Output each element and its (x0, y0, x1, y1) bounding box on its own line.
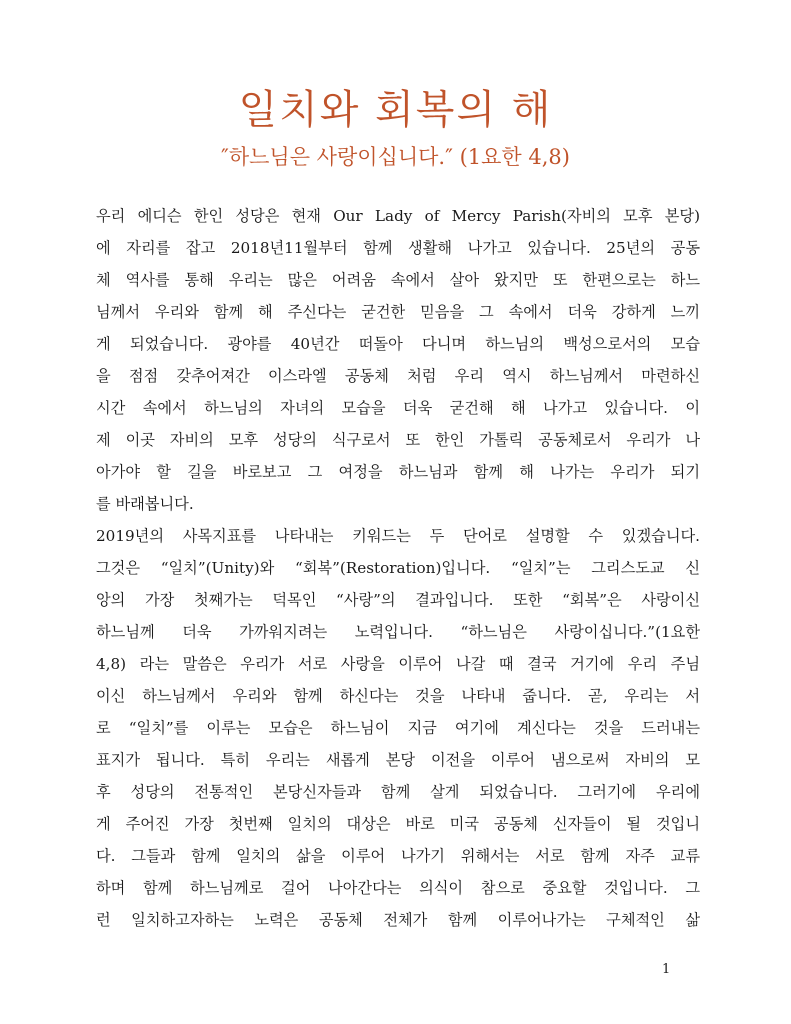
text-line: 을 점점 갖추어져간 이스라엘 공동체 처럼 우리 역시 하느님께서 마련하신 (96, 367, 700, 385)
text-line: 제 이곳 자비의 모후 성당의 식구로서 또 한인 가톨릭 공동체로서 우리가 나 (96, 431, 700, 449)
text-line: 게 주어진 가장 첫번째 일치의 대상은 바로 미국 공동체 신자들이 될 것입니 (96, 815, 700, 833)
text-line: 하며 함께 하느님께로 걸어 나아간다는 의식이 참으로 중요할 것입니다. 그 (96, 879, 700, 897)
text-line: 그것은 “일치”(Unity)와 “회복”(Restoration)입니다. “일치”는 그리스도교 신 (96, 559, 700, 577)
text-line: 앙의 가장 첫째가는 덕목인 “사랑”의 결과입니다. 또한 “회복”은 사랑이신 (96, 591, 700, 609)
text-line: 다. 그들과 함께 일치의 삶을 이루어 나가기 위해서는 서로 함께 자주 교류 (96, 847, 700, 865)
text-line: 하느님께 더욱 가까워지려는 노력입니다. “하느님은 사랑이십니다.”(1요한 (96, 623, 700, 641)
text-line: 아가야 할 길을 바로보고 그 여정을 하느님과 함께 해 나가는 우리가 되기 (96, 463, 700, 481)
body-text (96, 200, 700, 936)
text-line: 2019년의 사목지표를 나타내는 키워드는 두 단어로 설명할 수 있겠습니다. (96, 527, 700, 545)
text-line: 표지가 됩니다. 특히 우리는 새롭게 본당 이전을 이루어 냄으로써 자비의 모 (96, 751, 700, 769)
document-subtitle: ″하느님은 사랑이십니다.″ (1요한 4,8) (221, 145, 570, 169)
paragraph-2 (96, 520, 700, 936)
text-line: 체 역사를 통해 우리는 많은 어려움 속에서 살아 왔지만 또 한편으로는 하느 (96, 271, 700, 289)
paragraph-1 (96, 200, 700, 520)
text-line: 우리 에디슨 한인 성당은 현재 Our Lady of Mercy Parish(자비의 모후 본당) (96, 207, 700, 225)
text-line: 를 바래봅니다. (96, 495, 194, 513)
text-line: 게 되었습니다. 광야를 40년간 떠돌아 다니며 하느님의 백성으로서의 모습 (96, 335, 700, 353)
text-line: 4,8) 라는 말씀은 우리가 서로 사랑을 이루어 나갈 때 결국 거기에 우리 주님 (96, 655, 700, 673)
text-line: 후 성당의 전통적인 본당신자들과 함께 살게 되었습니다. 그러기에 우리에 (96, 783, 700, 801)
text-line: 로 “일치”를 이루는 모습은 하느님이 지금 여기에 계신다는 것을 드러내는 (96, 719, 700, 737)
document-title: 일치와 회복의 해 (238, 87, 553, 133)
text-line: 이신 하느님께서 우리와 함께 하신다는 것을 나타내 줍니다. 곧, 우리는 서 (96, 687, 700, 705)
text-line: 님께서 우리와 함께 해 주신다는 굳건한 믿음을 그 속에서 더욱 강하게 느끼 (96, 303, 700, 321)
page-number: 1 (662, 962, 671, 977)
text-line: 에 자리를 잡고 2018년11월부터 함께 생활해 나가고 있습니다. 25년의 공동 (96, 239, 700, 257)
text-line: 시간 속에서 하느님의 자녀의 모습을 더욱 굳건해 해 나가고 있습니다. 이 (96, 399, 700, 417)
text-line: 런 일치하고자하는 노력은 공동체 전체가 함께 이루어나가는 구체적인 삶 (96, 911, 700, 929)
